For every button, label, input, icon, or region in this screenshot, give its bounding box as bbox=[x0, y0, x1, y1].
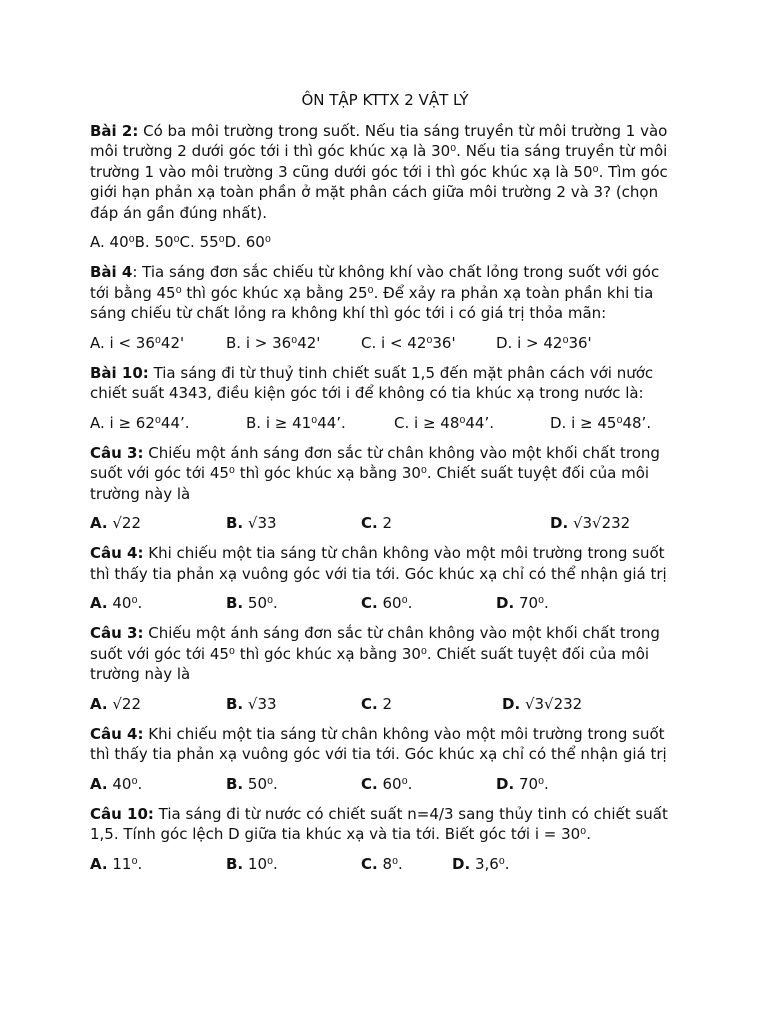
answer-b: B. 50⁰. bbox=[226, 774, 278, 793]
question-label: Câu 3: bbox=[90, 443, 144, 462]
answers-bai-2 bbox=[90, 232, 680, 253]
answer-d: D. 3,6⁰. bbox=[452, 854, 510, 873]
answers-bai-10 bbox=[90, 413, 680, 434]
question-text: Khi chiếu một tia sáng từ chân không vào một môi trường trong suốt thì thấy tia phản xạ vuông góc với tia tới. Góc khúc xạ chỉ có thể nhận giá trị bbox=[90, 544, 667, 583]
answer-c: C. 60⁰. bbox=[361, 774, 413, 793]
answer-d: D. √3√232 bbox=[550, 514, 631, 532]
document-page bbox=[90, 90, 680, 884]
answers-cau-4 bbox=[90, 593, 680, 614]
answer-a: A. 40⁰. bbox=[90, 594, 143, 612]
answer-b: B. 50⁰. bbox=[226, 594, 278, 612]
question-label: Câu 4: bbox=[90, 544, 144, 562]
question-cau-4 bbox=[90, 543, 680, 584]
answers-cau-4-repeat bbox=[90, 774, 680, 795]
answer-a: A. i < 36⁰42' bbox=[90, 333, 185, 352]
answer-c: C. 60⁰. bbox=[361, 594, 413, 612]
question-text: Chiếu một ánh sáng đơn sắc từ chân không vào một khối chất trong suốt với góc tới 45⁰ thì góc khúc xạ bằng 30⁰. Chiết suất tuyệt đối của môi trường này là bbox=[90, 624, 660, 683]
answer-c: C. i ≥ 48⁰44’. bbox=[394, 413, 495, 432]
answer-b: B. 10⁰. bbox=[226, 854, 278, 873]
question-label: Bài 2: bbox=[90, 121, 139, 140]
answer-d: D. 70⁰. bbox=[496, 774, 549, 793]
answer-b: B. √33 bbox=[226, 514, 277, 532]
answer-c: C. 2 bbox=[361, 514, 393, 532]
answer-c: C. 2 bbox=[361, 694, 393, 713]
question-cau-10 bbox=[90, 804, 680, 845]
question-label: Bài 10: bbox=[90, 363, 149, 382]
answer-d: D. i ≥ 45⁰48’. bbox=[550, 413, 652, 432]
answer-b: B. √33 bbox=[226, 694, 277, 713]
question-bai-2 bbox=[90, 121, 680, 224]
question-cau-3-repeat bbox=[90, 623, 680, 685]
answer-a: A. √22 bbox=[90, 514, 142, 532]
question-text: Khi chiếu một tia sáng từ chân không vào một môi trường trong suốt thì thấy tia phản xạ vuông góc với tia tới. Góc khúc xạ chỉ có thể nhận giá trị bbox=[90, 724, 667, 763]
answers-cau-3 bbox=[90, 513, 680, 534]
answer-a: A. 11⁰. bbox=[90, 854, 143, 873]
answer-options: A. 40⁰B. 50⁰C. 55⁰D. 60⁰ bbox=[90, 233, 271, 251]
question-label: Bài 4 bbox=[90, 263, 133, 281]
question-text: Tia sáng đi từ nước có chiết suất n=4/3 sang thủy tinh có chiết suất 1,5. Tính góc lệch D giữa tia khúc xạ và tia tới. Biết góc tới i = 30⁰. bbox=[90, 804, 668, 843]
document-title: ÔN TẬP KTTX 2 VẬT LÝ bbox=[301, 91, 469, 109]
answers-bai-4 bbox=[90, 333, 680, 354]
answer-c: C. 8⁰. bbox=[361, 854, 403, 873]
answer-d: D. 70⁰. bbox=[496, 594, 549, 612]
question-label: Câu 3: bbox=[90, 624, 144, 642]
answer-d: D. i > 42⁰36' bbox=[496, 333, 592, 352]
answers-cau-10 bbox=[90, 854, 680, 875]
question-cau-4-repeat bbox=[90, 724, 680, 765]
answer-a: A. i ≥ 62⁰44’. bbox=[90, 413, 190, 432]
question-text: Có ba môi trường trong suốt. Nếu tia sáng truyền từ môi trường 1 vào môi trường 2 dưới góc tới i thì góc khúc xạ là 30⁰. Nếu tia sáng truyền từ môi trường 1 vào môi trường 3 cũng dưới góc tới i thì góc khúc xạ là 50⁰. Tìm góc giới hạn phản xạ toàn phần ở mặt phân cách giữa môi trường 2 và 3? (chọn đáp án gần đúng nhất). bbox=[90, 121, 668, 222]
question-label: Câu 10: bbox=[90, 804, 154, 823]
question-cau-3 bbox=[90, 443, 680, 505]
answer-a: A. √22 bbox=[90, 694, 142, 713]
question-text: : Tia sáng đơn sắc chiếu từ không khí vào chất lỏng trong suốt với góc tới bằng 45⁰ thì góc khúc xạ bằng 25⁰. Để xảy ra phản xạ toàn phần khi tia sáng chiếu từ chất lỏng ra không khí thì góc tới i có giá trị thỏa mãn: bbox=[90, 263, 660, 322]
question-text: Tia sáng đi từ thuỷ tinh chiết suất 1,5 đến mặt phân cách với nước chiết suất 4343, điều kiện góc tới i để không có tia khúc xạ trong nước là: bbox=[90, 363, 654, 402]
answer-a: A. 40⁰. bbox=[90, 774, 143, 793]
answer-d: D. √3√232 bbox=[502, 694, 583, 713]
answer-b: B. i ≥ 41⁰44’. bbox=[246, 413, 346, 432]
question-bai-4 bbox=[90, 262, 680, 324]
answer-c: C. i < 42⁰36' bbox=[361, 333, 456, 352]
question-label: Câu 4: bbox=[90, 724, 144, 743]
question-text: Chiếu một ánh sáng đơn sắc từ chân không vào một khối chất trong suốt với góc tới 45⁰ thì góc khúc xạ bằng 30⁰. Chiết suất tuyệt đối của môi trường này là bbox=[90, 443, 660, 503]
answers-cau-3-repeat bbox=[90, 694, 680, 715]
answer-b: B. i > 36⁰42' bbox=[226, 333, 321, 352]
question-bai-10 bbox=[90, 363, 680, 404]
